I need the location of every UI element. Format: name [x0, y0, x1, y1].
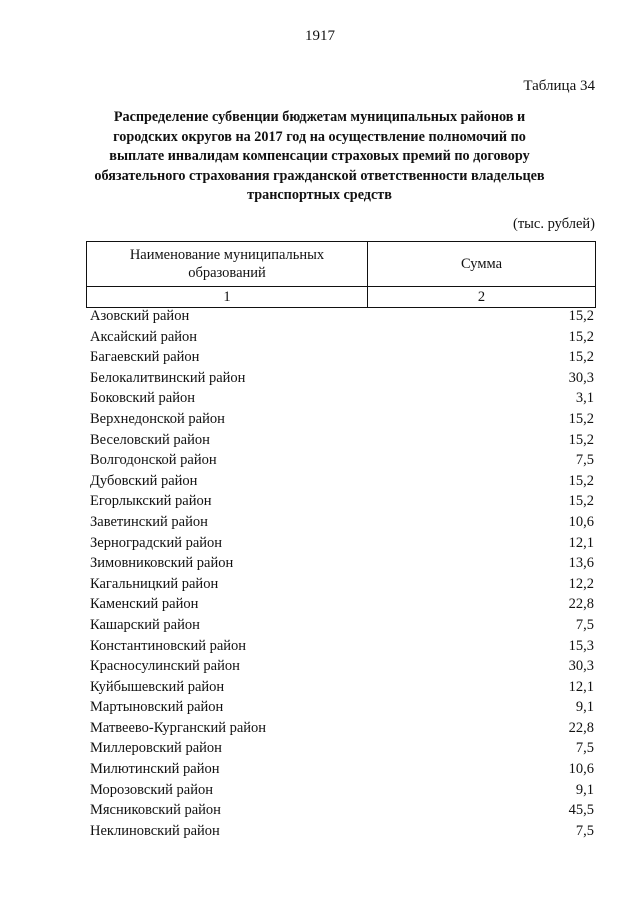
table-row	[90, 800, 594, 821]
district-name: Константиновский район	[90, 637, 247, 654]
district-amount: 12,2	[568, 575, 594, 592]
district-amount: 7,5	[575, 616, 594, 633]
district-name: Куйбышевский район	[90, 678, 225, 695]
district-name: Дубовский район	[90, 472, 198, 489]
header-name-line1: Наименование муниципальных	[129, 247, 325, 263]
district-name: Морозовский район	[90, 781, 214, 798]
district-amount: 15,2	[568, 308, 594, 324]
header-sum-cell: Сумма	[368, 242, 596, 287]
district-name: Егорлыкский район	[90, 493, 212, 510]
district-amount: 10,6	[568, 513, 594, 530]
district-amount: 15,2	[568, 410, 594, 427]
table-row	[90, 759, 594, 780]
table-row	[90, 615, 594, 636]
district-name: Зимовниковский район	[90, 555, 234, 572]
district-amount: 9,1	[575, 781, 594, 798]
district-name: Аксайский район	[90, 328, 198, 345]
district-amount: 3,1	[575, 390, 594, 407]
table-row	[90, 738, 594, 759]
district-name: Заветинский район	[90, 513, 208, 530]
district-name: Мясниковский район	[90, 802, 221, 819]
title-line: выплате инвалидам компенсации страховых премий по договору	[109, 148, 530, 164]
table-row	[90, 574, 594, 595]
table-row	[90, 306, 594, 327]
district-name: Красносулинский район	[90, 658, 240, 675]
district-amount: 15,2	[568, 328, 594, 345]
district-amount: 13,6	[568, 555, 594, 572]
district-amount: 12,1	[568, 678, 594, 695]
table-row	[90, 327, 594, 348]
district-name: Боковский район	[90, 390, 195, 407]
district-name: Багаевский район	[90, 349, 200, 366]
district-amount: 15,2	[568, 493, 594, 510]
header-col1-index: 1	[87, 287, 368, 308]
district-name: Азовский район	[90, 308, 190, 324]
table-row	[90, 450, 594, 471]
district-amount: 9,1	[575, 699, 594, 716]
table-row	[90, 512, 594, 533]
district-name: Каменский район	[90, 596, 199, 613]
table-row	[90, 677, 594, 698]
district-amount: 15,3	[568, 637, 594, 654]
district-amount: 12,1	[568, 534, 594, 551]
district-amount: 22,8	[568, 719, 594, 736]
table-row	[90, 594, 594, 615]
table-row	[90, 388, 594, 409]
district-amount: 15,2	[568, 349, 594, 366]
district-amount: 15,2	[568, 431, 594, 448]
header-col2-index: 2	[368, 287, 596, 308]
title-line: Распределение субвенции бюджетам муниципальных районов и	[113, 109, 526, 125]
title-line: обязательного страхования гражданской ответственности владельцев	[94, 167, 545, 184]
district-amount: 10,6	[568, 761, 594, 778]
district-name: Верхнедонской район	[90, 410, 225, 427]
district-name: Милютинский район	[90, 761, 220, 778]
table-row	[90, 821, 594, 842]
district-name: Веселовский район	[90, 431, 210, 448]
table-row	[90, 471, 594, 492]
table-row	[90, 491, 594, 512]
table-row	[90, 656, 594, 677]
table-row	[90, 718, 594, 739]
table-row	[90, 780, 594, 801]
district-amount: 30,3	[568, 369, 594, 386]
table-row	[90, 409, 594, 430]
title-line: транспортных средств	[247, 187, 392, 203]
district-name: Зерноградский район	[90, 534, 223, 551]
table-row	[90, 347, 594, 368]
table-row	[90, 553, 594, 574]
district-amount: 22,8	[568, 596, 594, 613]
units-label: (тыс. рублей)	[513, 216, 595, 232]
district-name: Волгодонской район	[90, 452, 217, 469]
district-amount: 45,5	[568, 802, 594, 819]
table-row	[90, 533, 594, 554]
page-number: 1917	[305, 28, 335, 44]
header-name-line2: образований	[188, 265, 266, 281]
district-name: Кашарский район	[90, 616, 200, 633]
table-row	[90, 368, 594, 389]
district-name: Кагальницкий район	[90, 575, 219, 592]
table-header	[86, 241, 596, 308]
district-amount: 7,5	[575, 740, 594, 757]
title-line: городских округов на 2017 год на осуществление полномочий по	[113, 128, 526, 145]
table-body	[90, 306, 594, 841]
district-name: Неклиновский район	[90, 822, 220, 839]
table-row	[90, 697, 594, 718]
table-row	[90, 430, 594, 451]
district-name: Белокалитвинский район	[90, 369, 246, 386]
district-name: Миллеровский район	[90, 740, 222, 757]
table-label: Таблица 34	[523, 78, 595, 94]
district-amount: 30,3	[568, 658, 594, 675]
district-amount: 15,2	[568, 472, 594, 489]
table-row	[90, 636, 594, 657]
district-amount: 7,5	[575, 452, 594, 469]
district-amount: 7,5	[575, 822, 594, 839]
district-name: Матвеево-Курганский район	[90, 719, 267, 736]
document-title	[92, 108, 547, 206]
header-name-cell	[87, 242, 368, 287]
district-name: Мартыновский район	[90, 699, 224, 716]
